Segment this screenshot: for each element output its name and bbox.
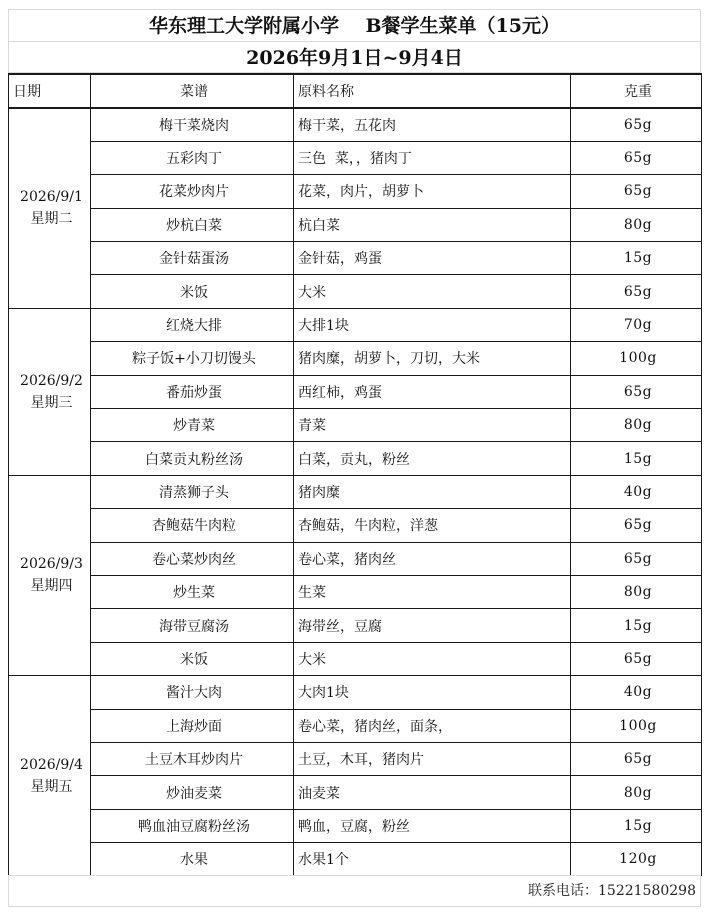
table-row <box>9 609 702 642</box>
weight-cell: 65g <box>571 275 702 308</box>
column-header-date: 日期 <box>9 74 91 108</box>
table-row <box>9 342 702 375</box>
table-header-row <box>9 74 702 108</box>
dish-cell: 土豆木耳炒肉片 <box>91 742 294 775</box>
dish-cell: 清蒸狮子头 <box>91 475 294 508</box>
weight-cell: 65g <box>571 375 702 408</box>
table-row <box>9 308 702 341</box>
dish-cell: 白菜贡丸粉丝汤 <box>91 442 294 475</box>
table-row <box>9 108 702 141</box>
ingredients-cell: 卷心菜，猪肉丝 <box>294 542 571 575</box>
weight-cell: 65g <box>571 742 702 775</box>
ingredients-cell: 猪肉糜，胡萝卜，刀切，大米 <box>294 342 571 375</box>
dish-cell: 红烧大排 <box>91 308 294 341</box>
menu-sheet <box>8 9 701 876</box>
menu-table <box>8 73 702 876</box>
dish-cell: 粽子饭+小刀切馒头 <box>91 342 294 375</box>
table-row <box>9 776 702 809</box>
weight-cell: 15g <box>571 809 702 842</box>
table-row <box>9 809 702 842</box>
ingredients-cell: 大肉1块 <box>294 676 571 709</box>
day-date: 2026/9/4 <box>20 756 83 773</box>
day-weekday: 星期三 <box>30 394 73 411</box>
weight-cell: 65g <box>571 108 702 141</box>
day-weekday: 星期五 <box>30 778 73 795</box>
weight-cell: 65g <box>571 642 702 675</box>
dish-cell: 炒杭白菜 <box>91 208 294 241</box>
dish-cell: 花菜炒肉片 <box>91 175 294 208</box>
table-row <box>9 709 702 742</box>
table-row <box>9 742 702 775</box>
weight-cell: 65g <box>571 175 702 208</box>
weight-cell: 65g <box>571 141 702 174</box>
dish-cell: 鸭血油豆腐粉丝汤 <box>91 809 294 842</box>
weight-cell: 100g <box>571 709 702 742</box>
ingredients-cell: 青菜 <box>294 409 571 442</box>
ingredients-cell: 卷心菜，猪肉丝，面条， <box>294 709 571 742</box>
ingredients-cell: 西红柿，鸡蛋 <box>294 375 571 408</box>
day-date: 2026/9/1 <box>20 189 83 206</box>
dish-cell: 上海炒面 <box>91 709 294 742</box>
dish-cell: 水果 <box>91 843 294 876</box>
weight-cell: 80g <box>571 776 702 809</box>
day-date: 2026/9/2 <box>20 372 83 389</box>
ingredients-cell: 白菜，贡丸，粉丝 <box>294 442 571 475</box>
day-date: 2026/9/3 <box>20 556 83 573</box>
page-title: 华东理工大学附属小学 B餐学生菜单（15元） <box>8 9 701 41</box>
ingredients-cell: 鸭血，豆腐，粉丝 <box>294 809 571 842</box>
ingredients-cell: 大排1块 <box>294 308 571 341</box>
weight-cell: 65g <box>571 542 702 575</box>
table-row <box>9 575 702 608</box>
column-header-ingredients: 原料名称 <box>294 74 571 108</box>
table-row <box>9 642 702 675</box>
table-row <box>9 141 702 174</box>
dish-cell: 米饭 <box>91 642 294 675</box>
table-row <box>9 175 702 208</box>
ingredients-cell: 大米 <box>294 275 571 308</box>
weight-cell: 40g <box>571 676 702 709</box>
dish-cell: 炒青菜 <box>91 409 294 442</box>
table-row <box>9 275 702 308</box>
column-header-dish: 菜谱 <box>91 74 294 108</box>
dish-cell: 米饭 <box>91 275 294 308</box>
table-row <box>9 843 702 876</box>
table-row <box>9 242 702 275</box>
table-row <box>9 676 702 709</box>
ingredients-cell: 海带丝，豆腐 <box>294 609 571 642</box>
day-cell <box>9 308 91 475</box>
dish-cell: 金针菇蛋汤 <box>91 242 294 275</box>
dish-cell: 五彩肉丁 <box>91 141 294 174</box>
day-cell <box>9 676 91 876</box>
day-weekday: 星期四 <box>30 578 73 595</box>
table-row <box>9 442 702 475</box>
table-row <box>9 375 702 408</box>
day-weekday: 星期二 <box>30 211 73 228</box>
dish-cell: 梅干菜烧肉 <box>91 108 294 141</box>
ingredients-cell: 油麦菜 <box>294 776 571 809</box>
table-row <box>9 208 702 241</box>
table-row <box>9 542 702 575</box>
ingredients-cell: 杏鲍菇，牛肉粒，洋葱 <box>294 509 571 542</box>
table-row <box>9 475 702 508</box>
dish-cell: 酱汁大肉 <box>91 676 294 709</box>
ingredients-cell: 土豆，木耳，猪肉片 <box>294 742 571 775</box>
weight-cell: 70g <box>571 308 702 341</box>
day-cell <box>9 475 91 675</box>
dish-cell: 炒油麦菜 <box>91 776 294 809</box>
dish-cell: 海带豆腐汤 <box>91 609 294 642</box>
ingredients-cell: 杭白菜 <box>294 208 571 241</box>
ingredients-cell: 三色 菜，，猪肉丁 <box>294 141 571 174</box>
date-range: 2026年9月1日~9月4日 <box>8 41 701 73</box>
ingredients-cell: 猪肉糜 <box>294 475 571 508</box>
ingredients-cell: 水果1个 <box>294 843 571 876</box>
weight-cell: 65g <box>571 509 702 542</box>
ingredients-cell: 生菜 <box>294 575 571 608</box>
ingredients-cell: 梅干菜，五花肉 <box>294 108 571 141</box>
weight-cell: 40g <box>571 475 702 508</box>
contact-footer: 联系电话：15221580298 <box>8 875 701 907</box>
dish-cell: 卷心菜炒肉丝 <box>91 542 294 575</box>
ingredients-cell: 花菜，肉片，胡萝卜 <box>294 175 571 208</box>
weight-cell: 15g <box>571 242 702 275</box>
weight-cell: 100g <box>571 342 702 375</box>
day-cell <box>9 108 91 308</box>
table-row <box>9 509 702 542</box>
dish-cell: 杏鲍菇牛肉粒 <box>91 509 294 542</box>
weight-cell: 80g <box>571 409 702 442</box>
dish-cell: 炒生菜 <box>91 575 294 608</box>
menu-body <box>9 108 702 876</box>
ingredients-cell: 大米 <box>294 642 571 675</box>
weight-cell: 120g <box>571 843 702 876</box>
weight-cell: 15g <box>571 442 702 475</box>
column-header-weight: 克重 <box>571 74 702 108</box>
table-row <box>9 409 702 442</box>
ingredients-cell: 金针菇，鸡蛋 <box>294 242 571 275</box>
dish-cell: 番茄炒蛋 <box>91 375 294 408</box>
weight-cell: 80g <box>571 208 702 241</box>
weight-cell: 80g <box>571 575 702 608</box>
weight-cell: 15g <box>571 609 702 642</box>
